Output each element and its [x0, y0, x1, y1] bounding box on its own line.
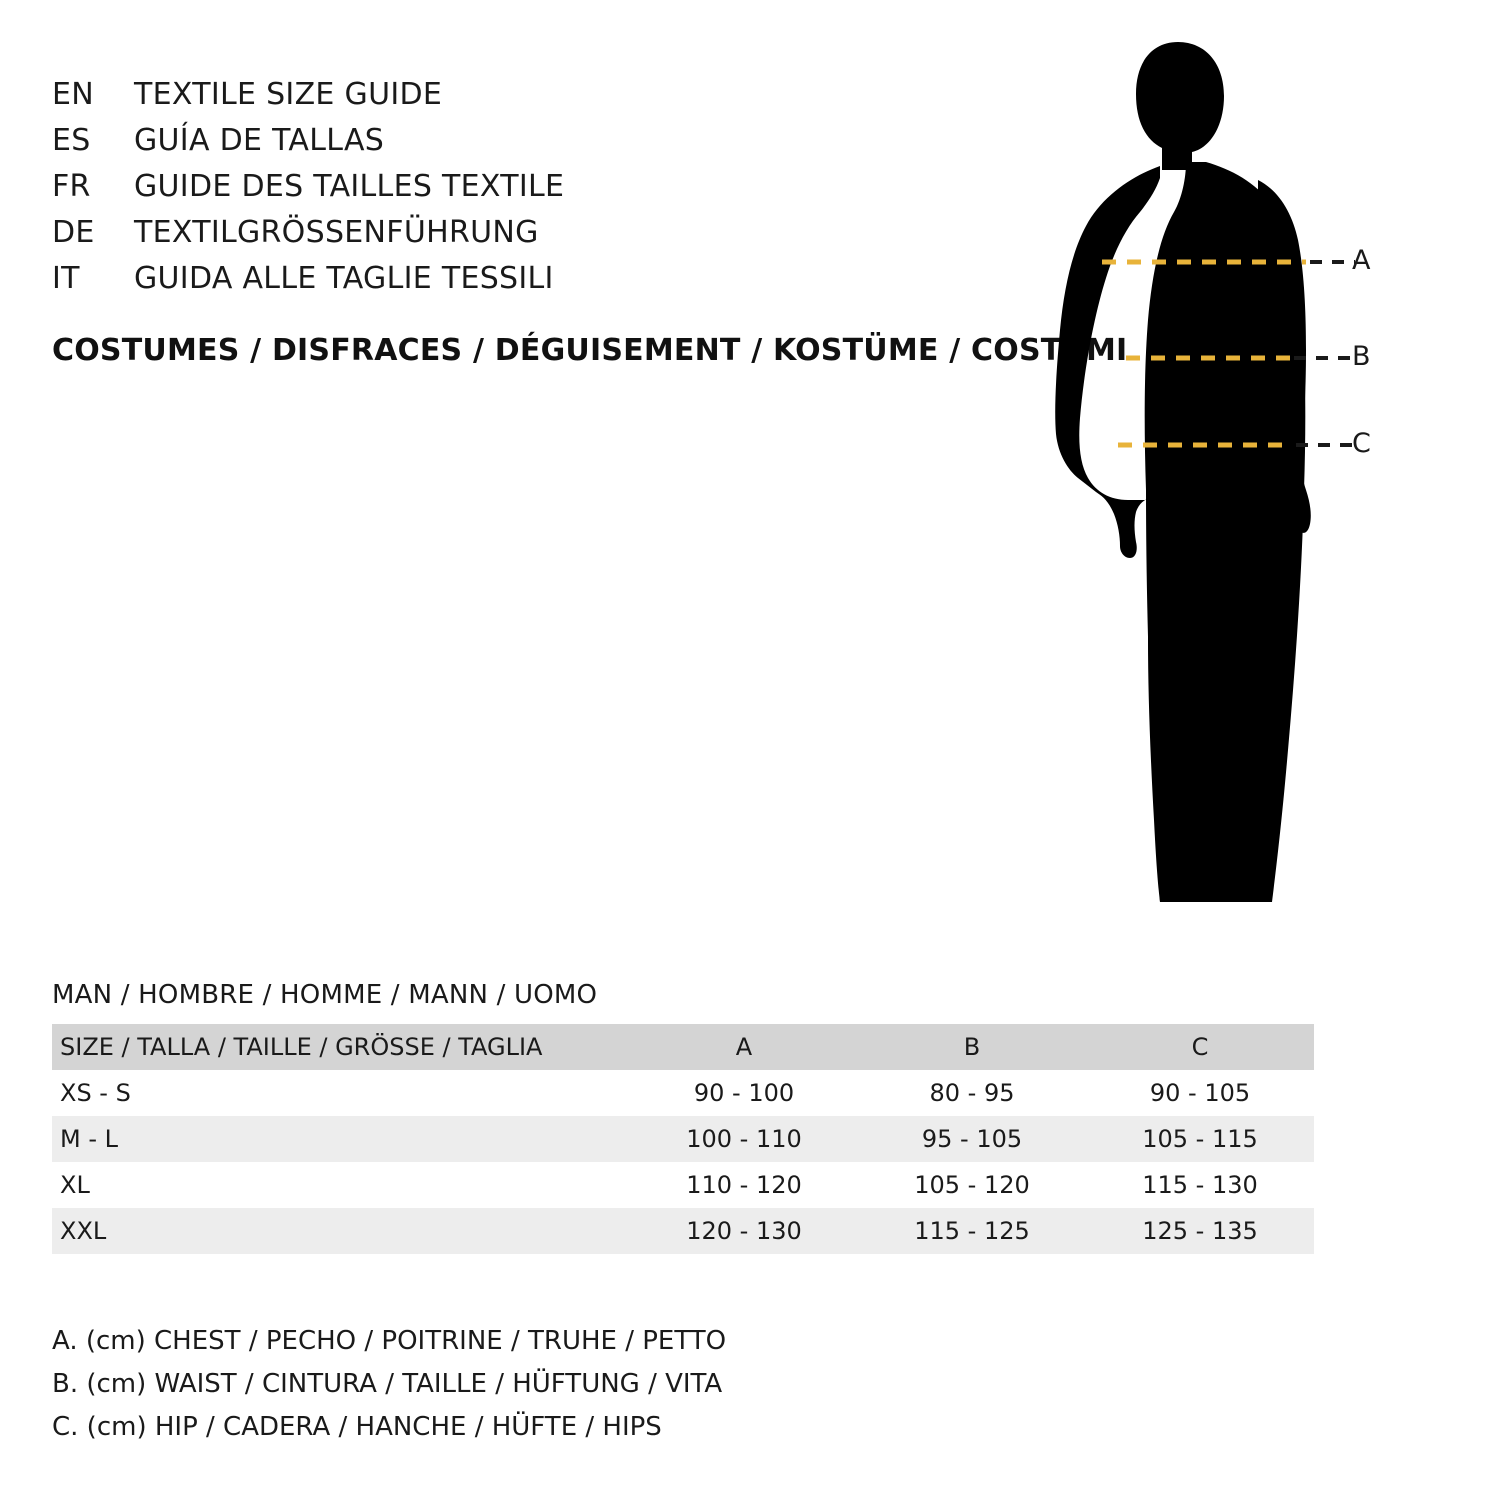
language-list [52, 72, 1032, 302]
size-table-body [52, 1070, 1314, 1254]
cell-a: 120 - 130 [686, 1217, 802, 1245]
cell-b: 80 - 95 [929, 1079, 1015, 1107]
silhouette-shape [1055, 42, 1311, 902]
cell-b: 105 - 120 [914, 1171, 1030, 1199]
marker-label-b: B [1352, 341, 1371, 372]
language-code-it: IT [52, 261, 80, 296]
language-row-fr [52, 164, 1032, 210]
language-code-de: DE [52, 215, 95, 250]
language-row-es [52, 118, 1032, 164]
table-row [52, 1162, 1314, 1208]
cell-b: 115 - 125 [914, 1217, 1030, 1245]
legend-line-b: B. (cm) WAIST / CINTURA / TAILLE / HÜFTUNG / VITA [52, 1369, 723, 1399]
body-silhouette-figure [1010, 30, 1460, 930]
cell-size: XL [60, 1171, 90, 1199]
table-header-row [52, 1024, 1314, 1070]
legend-line-c: C. (cm) HIP / CADERA / HANCHE / HÜFTE / HIPS [52, 1412, 662, 1442]
language-code-en: EN [52, 77, 94, 112]
language-text-es: GUÍA DE TALLAS [134, 123, 385, 158]
size-table-section [52, 980, 1314, 1254]
language-text-de: TEXTILGRÖSSENFÜHRUNG [134, 215, 539, 250]
table-caption: MAN / HOMBRE / HOMME / MANN / UOMO [52, 980, 598, 1010]
cell-size: M - L [60, 1125, 118, 1153]
language-text-en: TEXTILE SIZE GUIDE [134, 77, 443, 112]
silhouette-svg [1010, 30, 1460, 930]
column-header-size: SIZE / TALLA / TAILLE / GRÖSSE / TAGLIA [60, 1033, 543, 1061]
measurement-legend [52, 1320, 726, 1449]
language-code-fr: FR [52, 169, 91, 204]
language-row-en [52, 72, 1032, 118]
language-text-fr: GUIDE DES TAILLES TEXTILE [134, 169, 565, 204]
cell-c: 105 - 115 [1142, 1125, 1258, 1153]
cell-a: 100 - 110 [686, 1125, 802, 1153]
column-header-c: C [1191, 1033, 1209, 1061]
size-table [52, 1024, 1314, 1254]
cell-c: 90 - 105 [1149, 1079, 1251, 1107]
column-header-b: B [963, 1033, 981, 1061]
size-table-head [52, 1024, 1314, 1070]
marker-label-c: C [1352, 428, 1371, 459]
table-row [52, 1208, 1314, 1254]
cell-size: XS - S [60, 1079, 131, 1107]
table-row [52, 1070, 1314, 1116]
language-text-it: GUIDA ALLE TAGLIE TESSILI [134, 261, 554, 296]
costumes-subtitle: COSTUMES / DISFRACES / DÉGUISEMENT / KOSTÜME / COSTUMI [52, 333, 1128, 368]
column-header-a: A [735, 1033, 753, 1061]
cell-size: XXL [60, 1217, 107, 1245]
legend-line-a: A. (cm) CHEST / PECHO / POITRINE / TRUHE / PETTO [52, 1326, 727, 1356]
language-code-es: ES [52, 123, 91, 158]
cell-a: 110 - 120 [686, 1171, 802, 1199]
table-row [52, 1116, 1314, 1162]
cell-c: 125 - 135 [1142, 1217, 1258, 1245]
cell-c: 115 - 130 [1142, 1171, 1258, 1199]
language-row-de [52, 210, 1032, 256]
cell-b: 95 - 105 [921, 1125, 1023, 1153]
marker-label-a: A [1352, 245, 1371, 276]
language-row-it [52, 256, 1032, 302]
cell-a: 90 - 100 [693, 1079, 795, 1107]
